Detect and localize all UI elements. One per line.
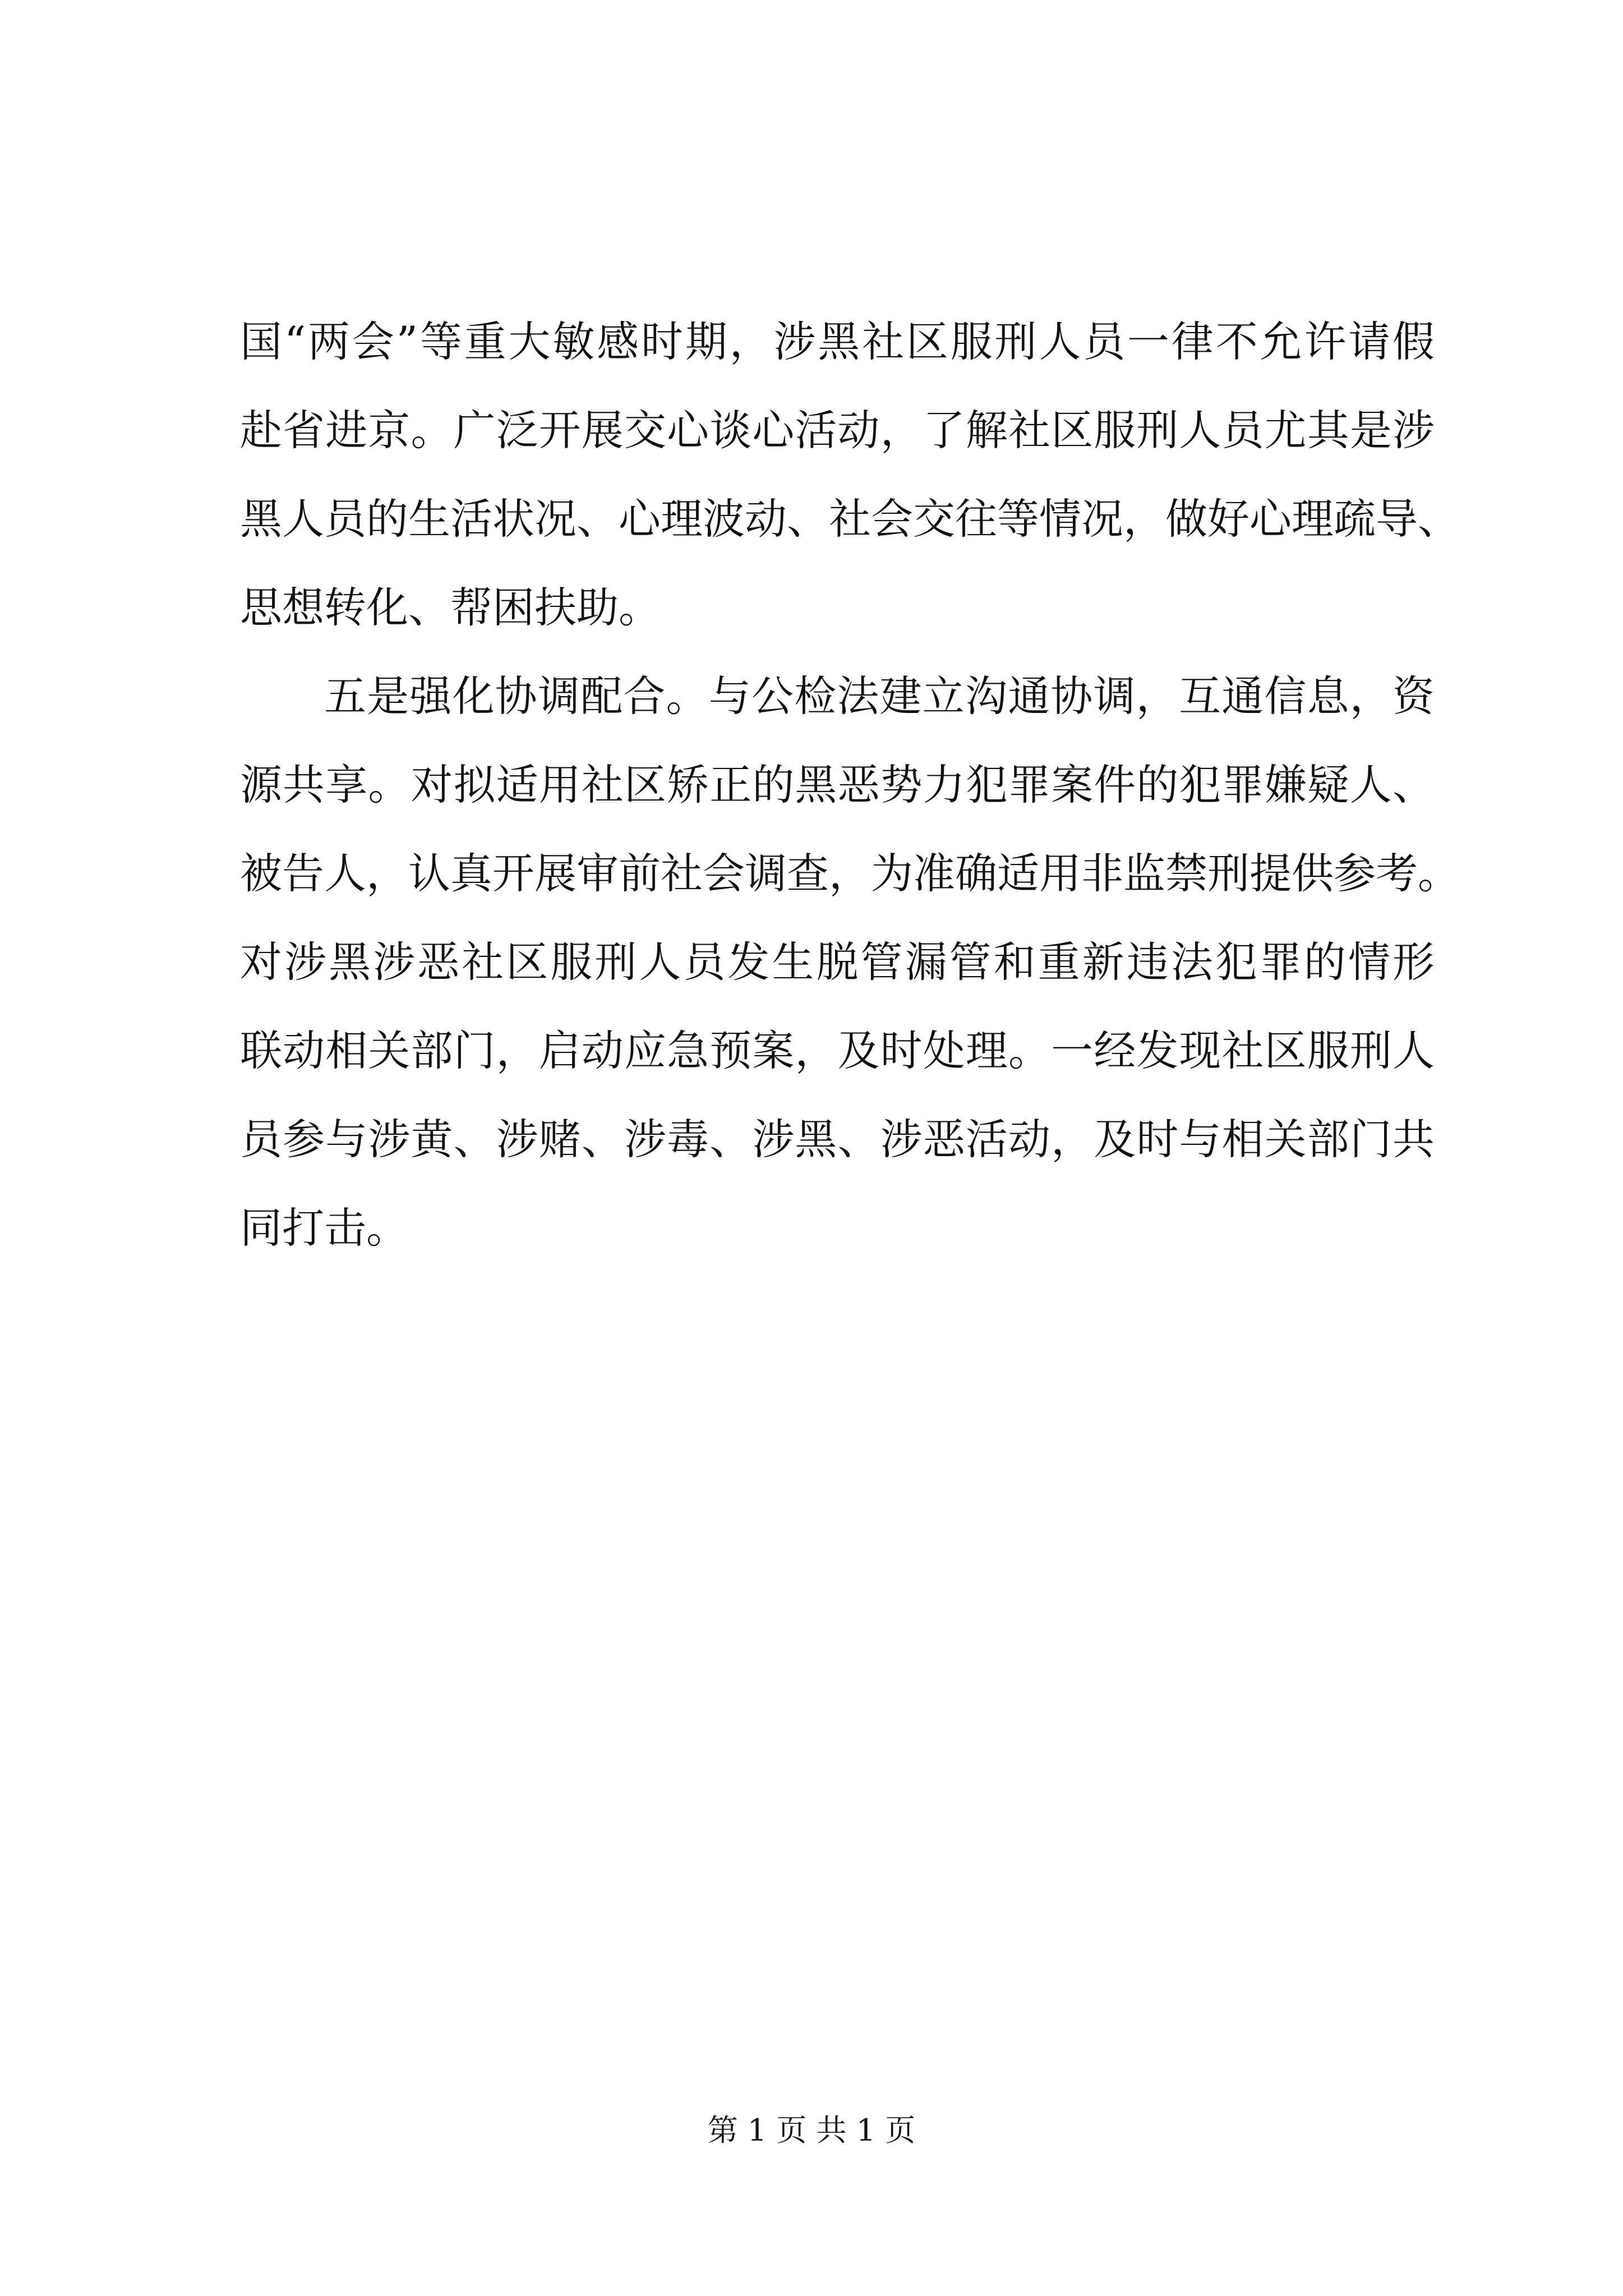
page-footer — [0, 2106, 1623, 2150]
text-line: 国“两会”等重大敏感时期，涉黑社区服刑人员一律不允许请假 — [240, 317, 1435, 366]
text-line: 源共享。对拟适用社区矫正的黑恶势力犯罪案件的犯罪嫌疑人、 — [240, 760, 1435, 809]
document-body — [240, 297, 1460, 1272]
text-line: 员参与涉黄、涉赌、涉毒、涉黑、涉恶活动，及时与相关部门共 — [240, 1115, 1435, 1164]
text-line: 被告人，认真开展审前社会调查，为准确适用非监禁刑提供参考。 — [240, 849, 1460, 898]
text-line: 联动相关部门，启动应急预案，及时处理。一经发现社区服刑人 — [240, 1026, 1435, 1075]
page-number-label: 第 1 页 共 1 页 — [707, 2113, 916, 2148]
text-line: 五是强化协调配合。与公检法建立沟通协调，互通信息，资 — [324, 671, 1435, 721]
text-line: 思想转化、帮困扶助。 — [240, 583, 661, 632]
text-line: 同打击。 — [240, 1203, 409, 1253]
text-line: 对涉黑涉恶社区服刑人员发生脱管漏管和重新违法犯罪的情形 — [240, 937, 1435, 987]
text-line: 赴省进京。广泛开展交心谈心活动，了解社区服刑人员尤其是涉 — [240, 406, 1435, 455]
text-line: 黑人员的生活状况、心理波动、社会交往等情况，做好心理疏导、 — [240, 494, 1460, 544]
